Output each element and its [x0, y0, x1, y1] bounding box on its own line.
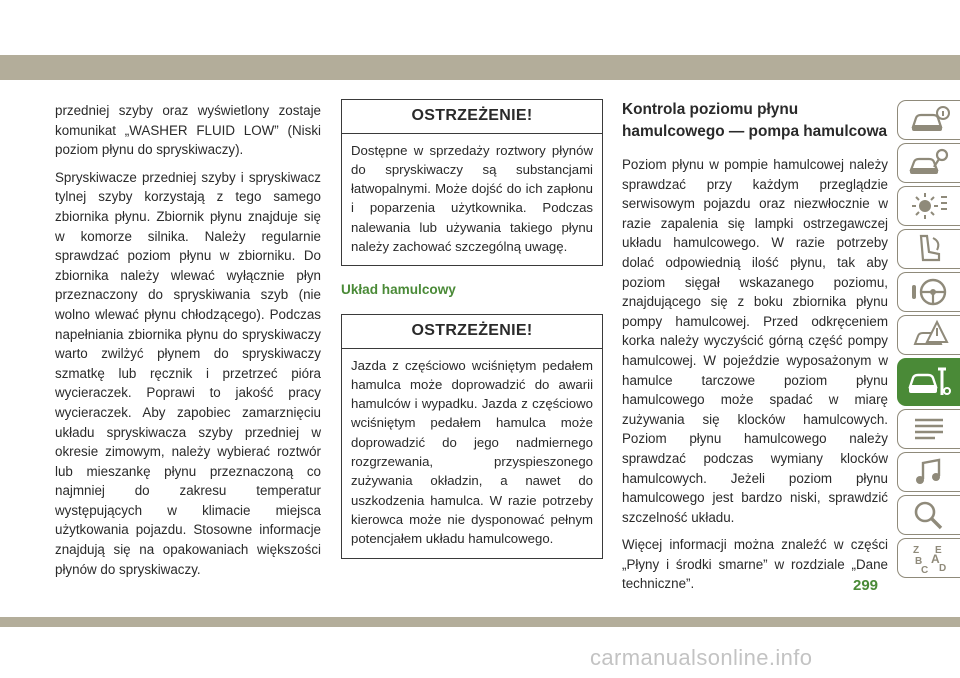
- svg-text:D: D: [939, 563, 947, 574]
- column-left: [55, 101, 321, 587]
- tab-dashboard-lights[interactable]: [897, 186, 960, 226]
- warning-box: [341, 314, 603, 559]
- column-middle: [341, 101, 603, 573]
- column-right: [622, 101, 888, 602]
- tab-steering-wheel[interactable]: [897, 272, 960, 312]
- paragraph: Więcej informacji można znaleźć w części „Płyny i środki smarne” w rozdziale „Dane techniczne”.: [622, 537, 888, 592]
- dashboard-lights-icon: [907, 189, 951, 223]
- tab-warning-triangle[interactable]: [897, 315, 960, 355]
- svg-text:Z: Z: [913, 545, 920, 556]
- car-service-tools-icon: [907, 365, 951, 399]
- car-info-icon: [907, 103, 951, 137]
- tab-car-key[interactable]: [897, 143, 960, 183]
- bottom-color-bar: [0, 617, 960, 627]
- tab-car-seat[interactable]: [897, 229, 960, 269]
- paragraph: Spryskiwacze przedniej szyby i spryskiwacz tylnej szyby korzystają z tego samego zbiornika płynu. Zbiornik płynu znajduje się w komorze silnika. Należy regularnie sprawdzać poziom płynu w zbiorniku. Do zbiornika należy wlewać wyłącznie płyn przeznaczony do spryskiwania szyb (nie wolno wlewać płynu chłodzącego). Podczas napełniania zbiornika płynu do spryskiwaczy warto zwilżyć płynem do spryskiwaczy szmatkę lub ręcznik i przetrzeć pióra wycieraczek. Poprawi to jakość pracy wycieraczek. Aby zapobiec zamarznięciu układu spryskiwacza szyby przedniej w okresie zimowym, należy wybierać roztwór lub mieszankę płynu przeznaczoną co najmniej do zakresu temperatur występujących w klimacie miejsca użytkowania pojazdu. Stosowne informacje znajdują się na opakowaniach większości płynów do spryskiwaczy.: [55, 169, 321, 577]
- tab-car-info[interactable]: [897, 100, 960, 140]
- tab-specifications[interactable]: [897, 409, 960, 449]
- tab-car-service[interactable]: [897, 358, 960, 406]
- tab-index[interactable]: [897, 538, 960, 578]
- svg-text:B: B: [915, 556, 923, 567]
- page-number: 299: [853, 577, 879, 594]
- steering-wheel-icon: [907, 275, 951, 309]
- specifications-list-icon: [907, 412, 951, 446]
- watermark-text: carmanualsonline.info: [590, 645, 813, 670]
- warning-text: Dostępne w sprzedaży roztwory płynów do spryskiwaczy są substancjami łatwopalnymi. Może dojść do ich zapłonu i poparzenia użytkownika. Podczas nalewania lub używania takiego płynu należy zachować szczególną uwagę.: [351, 142, 593, 255]
- warning-title: OSTRZEŻENIE!: [342, 315, 602, 349]
- svg-text:C: C: [921, 565, 929, 575]
- tab-search[interactable]: [897, 495, 960, 535]
- svg-text:A: A: [931, 552, 940, 566]
- warning-triangle-icon: [907, 318, 951, 352]
- music-note-icon: [907, 455, 951, 489]
- alphabet-index-icon: [907, 541, 951, 575]
- car-key-icon: [907, 146, 951, 180]
- section-heading: Kontrola poziomu płynu hamulcowego — pompa hamulcowa: [622, 101, 888, 140]
- car-seat-icon: [907, 232, 951, 266]
- magnifier-search-icon: [907, 498, 951, 532]
- warning-title: OSTRZEŻENIE!: [342, 100, 602, 134]
- warning-box: [341, 99, 603, 266]
- warning-text: Jazda z częściowo wciśniętym pedałem hamulca może doprowadzić do awarii hamulców i wypadku. Jazda z częściowo wciśniętym pedałem hamulca może doprowadzić do jego nadmiernego rozgrzewania, przyspieszonego zużywania okładzin, a nawet do uszkodzenia hamulca. W razie potrzeby kierowca może nie dysponować pełnym potencjałem układu hamulcowego.: [351, 357, 593, 547]
- chapter-tabs: [897, 100, 960, 581]
- paragraph: Poziom płynu w pompie hamulcowej należy sprawdzać przy każdym przeglądzie serwisowym pojazdu oraz niezwłocznie w razie zapalenia się lampki ostrzegawczej układu hamulcowego. W razie potrzeby dolać odpowiednią ilość płynu, tak aby poziom sięgał wskazanego poziomu, znajdującego się z boku zbiornika płynu pompy hamulcowej. Przed odkręceniem korka należy wyczyścić górną część pompy hamulcowej. W pojeździe wyposażonym w hamulce tarczowe poziom płynu hamulcowego może spadać w miarę zużywania się klocków hamulcowych. Poziom płynu hamulcowego należy sprawdzać podczas wymiany klocków hamulcowych. Jeżeli poziom płynu hamulcowego jest bardzo niski, sprawdzić szczelność układu.: [622, 157, 888, 525]
- svg-text:E: E: [935, 545, 942, 556]
- subheading-brake-system: Układ hamulcowy: [341, 282, 456, 298]
- paragraph: przedniej szyby oraz wyświetlony zostaje komunikat „WASHER FLUID LOW” (Niski poziom płynu do spryskiwaczy).: [55, 103, 321, 158]
- top-color-bar: [0, 55, 960, 80]
- tab-multimedia[interactable]: [897, 452, 960, 492]
